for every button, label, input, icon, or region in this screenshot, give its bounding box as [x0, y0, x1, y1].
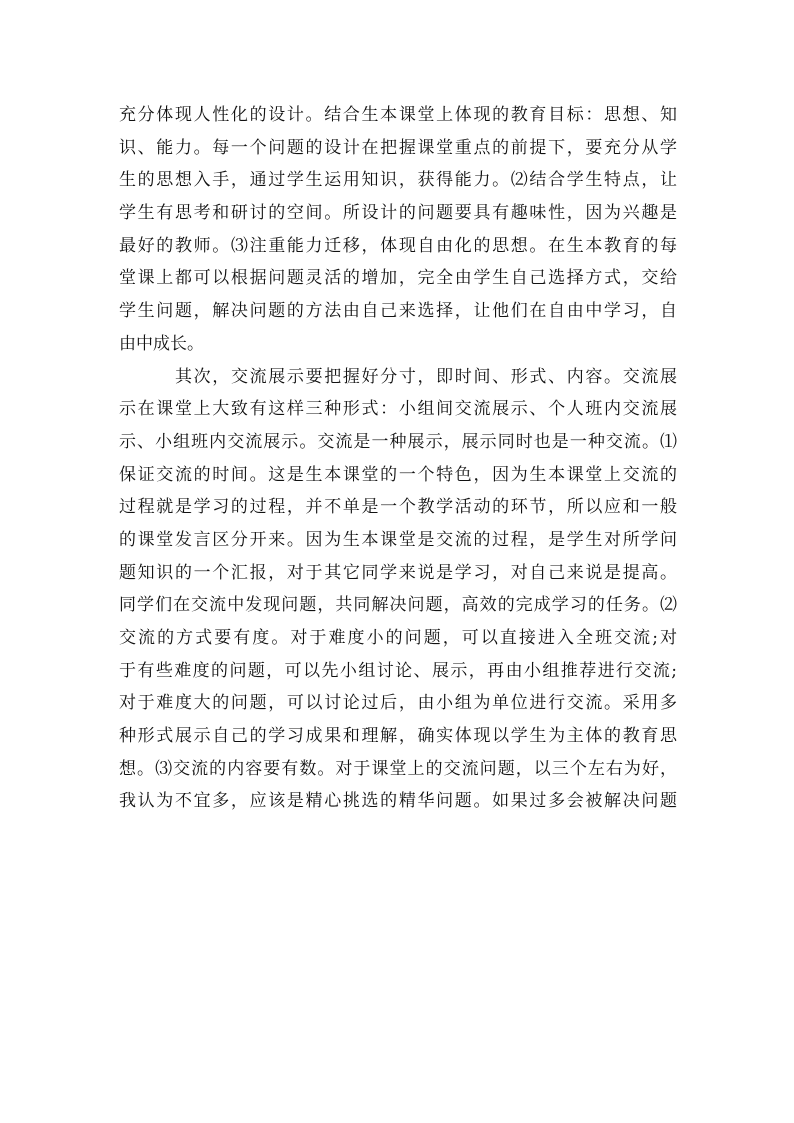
- text-line: 学生问题，解决问题的方法由自己来选择，让他们在自由中学习，自: [119, 301, 677, 322]
- text-line: 对于难度大的问题，可以讨论过后，由小组为单位进行交流。采用多: [119, 693, 677, 714]
- text-line: 题知识的一个汇报，对于其它同学来说是学习，对自己来说是提高。: [119, 562, 677, 583]
- text-line: 充分体现人性化的设计。结合生本课堂上体现的教育目标：思想、知: [119, 105, 677, 125]
- text-line: 交流的方式要有度。对于难度小的问题，可以直接进入全班交流;对: [119, 628, 677, 648]
- text-line: 生的思想入手，通过学生运用知识，获得能力。⑵结合学生特点，让: [119, 170, 677, 191]
- text-line: 示在课堂上大致有这样三种形式：小组间交流展示、个人班内交流展: [119, 399, 677, 420]
- text-line: 堂课上都可以根据问题灵活的增加，完全由学生自己选择方式，交给: [119, 268, 677, 289]
- text-line: 示、小组班内交流展示。交流是一种展示，展示同时也是一种交流。⑴: [119, 431, 677, 452]
- text-line: 我认为不宜多，应该是精心挑选的精华问题。如果过多会被解决问题: [119, 791, 677, 812]
- body-text: [119, 99, 677, 818]
- text-line: 过程就是学习的过程，并不单是一个教学活动的环节，所以应和一般: [119, 497, 677, 518]
- text-line: 保证交流的时间。这是生本课堂的一个特色，因为生本课堂上交流的: [119, 464, 677, 485]
- text-line: 由中成长。: [119, 333, 204, 354]
- text-line: 想。⑶交流的内容要有数。对于课堂上的交流问题，以三个左右为好，: [119, 758, 677, 779]
- text-line: 识、能力。每一个问题的设计在把握课堂重点的前提下，要充分从学: [119, 137, 677, 158]
- text-line: 的课堂发言区分开来。因为生本课堂是交流的过程，是学生对所学问: [119, 529, 677, 550]
- text-line: 于有些难度的问题，可以先小组讨论、展示，再由小组推荐进行交流;: [119, 660, 677, 681]
- text-line: 种形式展示自己的学习成果和理解，确实体现以学生为主体的教育思: [119, 726, 677, 747]
- paragraph-first-line: 其次，交流展示要把握好分寸，即时间、形式、内容。交流展: [175, 366, 677, 387]
- text-line: 学生有思考和研讨的空间。所设计的问题要具有趣味性，因为兴趣是: [119, 203, 677, 224]
- text-line: 最好的教师。⑶注重能力迁移，体现自由化的思想。在生本教育的每: [119, 235, 677, 256]
- text-line: 同学们在交流中发现问题，共同解决问题，高效的完成学习的任务。⑵: [119, 595, 677, 616]
